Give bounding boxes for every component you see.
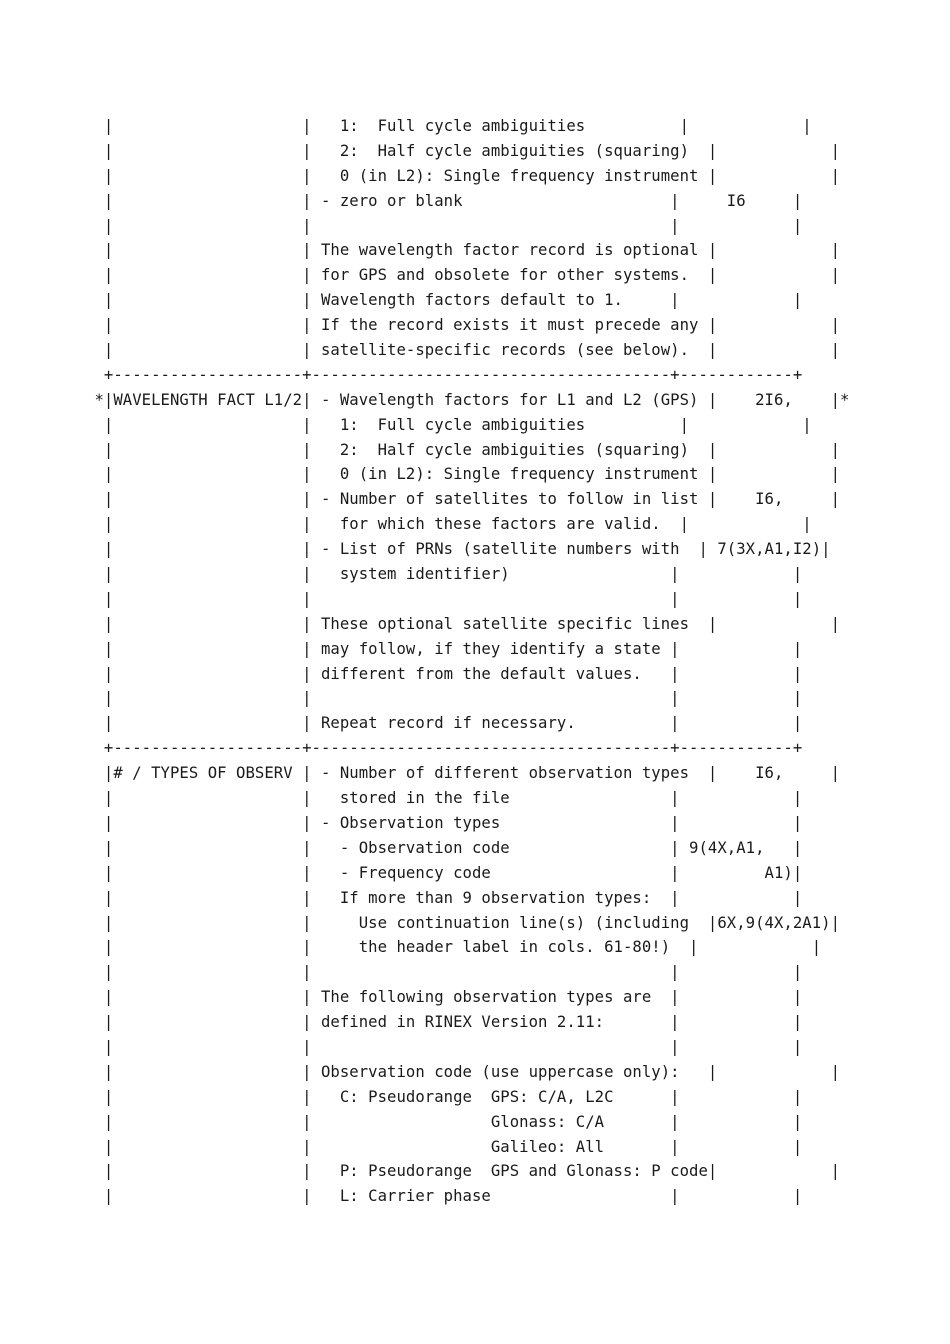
- table-line: | | Repeat record if necessary. | |: [85, 714, 803, 733]
- table-line: +--------------------+--------------------------------------+------------+: [85, 739, 803, 758]
- table-line: +--------------------+--------------------------------------+------------+: [85, 365, 803, 384]
- table-line: | | satellite-specific records (see below). | |: [85, 341, 841, 360]
- table-line: | | 0 (in L2): Single frequency instrument | |: [85, 465, 841, 484]
- table-line: | | The wavelength factor record is optional | |: [85, 241, 841, 260]
- table-line: | | - Frequency code | A1)|: [85, 863, 803, 882]
- table-line: | | 2: Half cycle ambiguities (squaring) | |: [85, 141, 841, 160]
- table-line: | | - Number of satellites to follow in list | I6, |: [85, 490, 841, 509]
- table-line: | | C: Pseudorange GPS: C/A, L2C | |: [85, 1087, 803, 1106]
- table-line: | | Use continuation line(s) (including |6X,9(4X,2A1)|: [85, 913, 841, 932]
- table-line: | | L: Carrier phase | |: [85, 1187, 803, 1206]
- table-line: | | Galileo: All | |: [85, 1137, 803, 1156]
- table-line: | | - List of PRNs (satellite numbers with | 7(3X,A1,I2)|: [85, 540, 831, 559]
- table-line: | | 0 (in L2): Single frequency instrument | |: [85, 166, 841, 185]
- table-line: | | 1: Full cycle ambiguities | |: [85, 415, 812, 434]
- table-line: | | P: Pseudorange GPS and Glonass: P code| |: [85, 1162, 841, 1181]
- table-line: | | | |: [85, 216, 803, 235]
- table-line: | | If the record exists it must precede any | |: [85, 316, 841, 335]
- table-line: | | Glonass: C/A | |: [85, 1112, 803, 1131]
- table-line: | | | |: [85, 963, 803, 982]
- table-line: | | | |: [85, 589, 803, 608]
- table-line: *|WAVELENGTH FACT L1/2| - Wavelength factors for L1 and L2 (GPS) | 2I6, |*: [85, 390, 850, 409]
- table-line: | | system identifier) | |: [85, 565, 803, 584]
- table-line: | | stored in the file | |: [85, 789, 803, 808]
- table-line: | | 1: Full cycle ambiguities | |: [85, 117, 812, 135]
- rinex-header-table: [85, 114, 850, 1209]
- table-line: | | Observation code (use uppercase only): | |: [85, 1062, 841, 1081]
- table-line: | | These optional satellite specific lines | |: [85, 614, 841, 633]
- table-line: | | - Observation types | |: [85, 813, 803, 832]
- table-line: | | different from the default values. | |: [85, 664, 803, 683]
- table-line: | | for GPS and obsolete for other systems. | |: [85, 266, 841, 285]
- table-line: | | If more than 9 observation types: | |: [85, 888, 803, 907]
- table-line: |# / TYPES OF OBSERV | - Number of different observation types | I6, |: [85, 764, 841, 783]
- table-line: | | 2: Half cycle ambiguities (squaring) | |: [85, 440, 841, 459]
- table-line: | | the header label in cols. 61-80!) | |: [85, 938, 822, 957]
- table-line: | | defined in RINEX Version 2.11: | |: [85, 1013, 803, 1032]
- table-line: | | | |: [85, 1037, 803, 1056]
- table-line: | | | |: [85, 689, 803, 708]
- table-line: | | Wavelength factors default to 1. | |: [85, 291, 803, 310]
- table-line: | | for which these factors are valid. | |: [85, 515, 812, 534]
- table-line: | | The following observation types are | |: [85, 988, 803, 1007]
- table-line: | | may follow, if they identify a state | |: [85, 639, 803, 658]
- table-line: | | - zero or blank | I6 |: [85, 191, 803, 210]
- table-line: | | - Observation code | 9(4X,A1, |: [85, 838, 803, 857]
